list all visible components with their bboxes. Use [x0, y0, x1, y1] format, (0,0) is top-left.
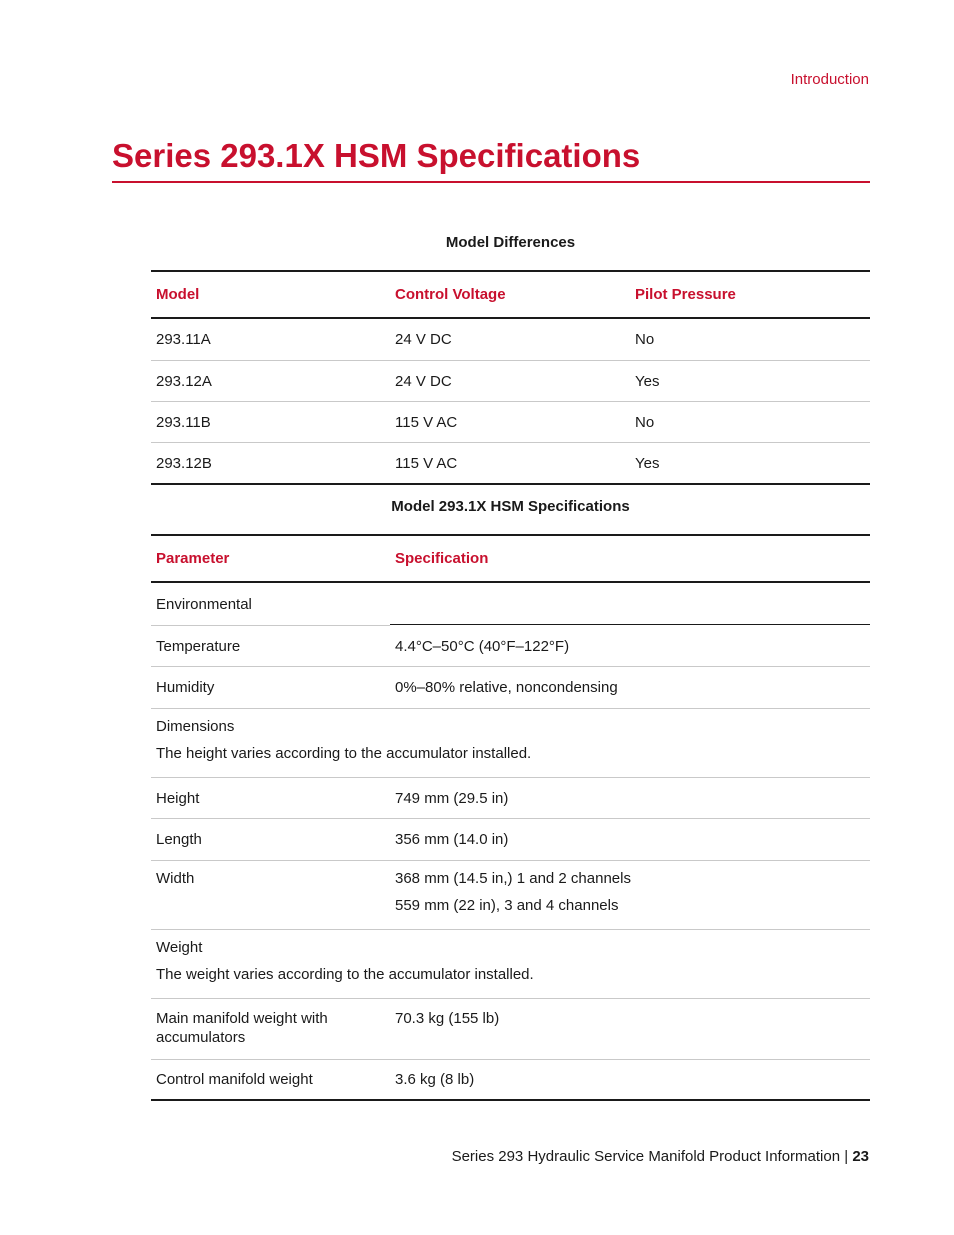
- group-label-dimensions: Dimensions: [156, 718, 235, 735]
- cell-voltage: 115 V AC: [395, 454, 458, 472]
- column-header-model: Model: [156, 286, 200, 303]
- value-width-line2: 559 mm (22 in), 3 and 4 channels: [395, 897, 619, 914]
- table-row: [151, 1060, 870, 1101]
- param-control-manifold-weight: Control manifold weight: [156, 1071, 313, 1088]
- table-row-dimensions: [151, 709, 870, 778]
- table-row: [151, 443, 870, 485]
- param-width: Width: [156, 870, 195, 887]
- footer-text: Series 293 Hydraulic Service Manifold Product Information |: [451, 1148, 849, 1165]
- value-humidity: 0%–80% relative, noncondensing: [395, 679, 618, 696]
- page-title: Series 293.1X HSM Specifications: [112, 137, 641, 174]
- table-caption-specifications: Model 293.1X HSM Specifications: [391, 498, 630, 515]
- table-row-weight: [151, 930, 870, 999]
- value-height: 749 mm (29.5 in): [395, 789, 509, 807]
- param-temperature: Temperature: [156, 637, 241, 655]
- table-row: [151, 402, 870, 443]
- param-length: Length: [156, 831, 202, 848]
- group-note-weight: The weight varies according to the accumulator installed.: [156, 966, 534, 983]
- table-header-row: [151, 270, 870, 319]
- group-divider: [390, 624, 870, 625]
- value-main-manifold-weight: 70.3 kg (155 lb): [395, 1010, 500, 1027]
- value-length: 356 mm (14.0 in): [395, 831, 509, 848]
- table-row: [151, 819, 870, 861]
- table-row: [151, 361, 870, 402]
- title-rule: [112, 181, 870, 183]
- group-note-dimensions: The height varies according to the accumulator installed.: [156, 745, 532, 762]
- value-width: [390, 870, 870, 929]
- table-row: [151, 667, 870, 709]
- column-header-specification: Specification: [395, 550, 489, 567]
- value-control-manifold-weight: 3.6 kg (8 lb): [395, 1071, 475, 1088]
- table-caption-model-differences: Model Differences: [445, 234, 576, 251]
- cell-voltage: 24 V DC: [395, 331, 452, 348]
- cell-model: 293.11A: [156, 331, 211, 348]
- cell-pilot: No: [635, 413, 655, 431]
- cell-pilot: Yes: [635, 454, 660, 472]
- column-header-pilot-pressure: Pilot Pressure: [635, 286, 736, 303]
- table-row: [151, 861, 870, 930]
- table-row: [151, 319, 870, 361]
- cell-model: 293.11B: [156, 413, 211, 431]
- page-footer: [452, 1148, 869, 1165]
- page-number: 23: [852, 1148, 869, 1165]
- model-differences-table: [151, 270, 870, 485]
- table-row: [151, 999, 870, 1060]
- cell-voltage: 24 V DC: [395, 372, 452, 390]
- cell-model: 293.12B: [156, 454, 212, 472]
- param-height: Height: [156, 789, 200, 807]
- cell-pilot: Yes: [635, 372, 660, 390]
- param-humidity: Humidity: [156, 679, 215, 696]
- section-label: Introduction: [790, 71, 869, 88]
- cell-model: 293.12A: [156, 372, 212, 390]
- param-main-manifold-weight: Main manifold weight with accumulators: [156, 1010, 328, 1046]
- specifications-table: [151, 534, 870, 1101]
- table-header-row: [151, 534, 870, 583]
- group-label-environmental: Environmental: [156, 595, 252, 613]
- column-header-parameter: Parameter: [156, 550, 230, 567]
- table-row: [151, 626, 870, 667]
- table-row-environmental: [151, 583, 870, 625]
- value-width-line1: 368 mm (14.5 in,) 1 and 2 channels: [395, 870, 631, 887]
- cell-voltage: 115 V AC: [395, 413, 458, 431]
- group-label-weight: Weight: [156, 939, 203, 956]
- table-row: [151, 778, 870, 819]
- cell-pilot: No: [635, 331, 655, 348]
- value-temperature: 4.4°C–50°C (40°F–122°F): [395, 637, 570, 655]
- column-header-control-voltage: Control Voltage: [395, 286, 506, 303]
